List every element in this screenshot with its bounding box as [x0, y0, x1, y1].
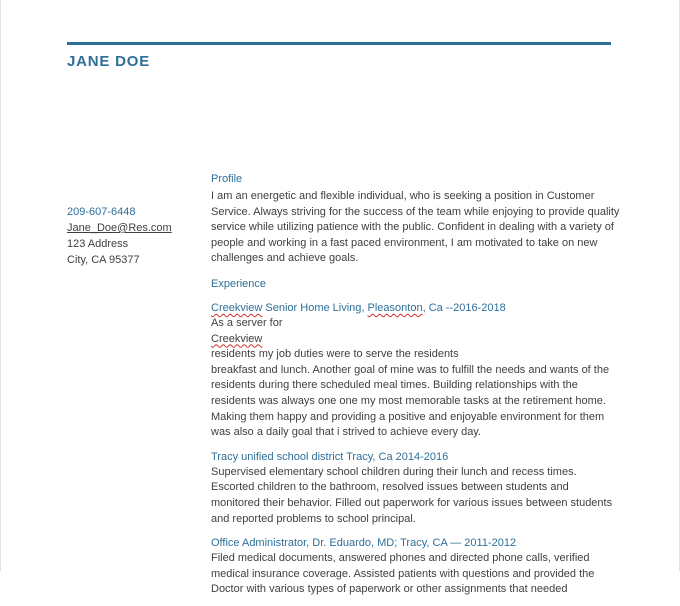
profile-heading[interactable]: Profile — [211, 173, 243, 185]
spellcheck-word: Creekview — [211, 301, 263, 314]
job-entry — [211, 300, 611, 441]
job-title-text: Senior Home Living, — [262, 301, 368, 314]
contact-phone[interactable]: 209-607-6448 — [67, 206, 136, 218]
job-line: Doctor with various types of paperwork or other assignments that needed — [211, 583, 568, 596]
job-line: monitored their behavior. Filled out paperwork for various issues between students — [211, 496, 613, 509]
job-description[interactable] — [211, 551, 611, 598]
header-rule — [67, 42, 611, 45]
job-line: was also a daily goal that i strived to achieve every day. — [211, 426, 482, 439]
job-title[interactable]: Office Administrator, Dr. Eduardo, MD; Tracy, CA — 2011-2012 — [211, 537, 517, 550]
job-entry — [211, 535, 611, 598]
job-line: Making them happy and providing a positive and enjoyable environment for them — [211, 410, 605, 423]
job-line: residents during there scheduled meal times. Building relationships with the — [211, 379, 578, 392]
job-line: As a server for Creekview residents my job duties were to serve the residents — [211, 316, 611, 363]
job-description[interactable] — [211, 316, 611, 441]
profile-line: people and working in a fast paced environment, I am motivated to take on new — [211, 236, 598, 249]
spellcheck-word: Pleasonton — [367, 301, 423, 314]
job-line: breakfast and lunch. Another goal of mine was to fulfill the needs and wants of the — [211, 363, 610, 376]
page-left-edge — [0, 0, 1, 571]
job-description[interactable] — [211, 465, 611, 527]
job-title-text: , Ca --2016-2018 — [422, 301, 506, 314]
profile-line: service while utilizing patience with the public. Confident in dealing with a variety of — [211, 221, 614, 234]
experience-heading[interactable]: Experience — [211, 277, 267, 290]
job-line: Supervised elementary school children during their lunch and recess times. — [211, 465, 577, 478]
contact-block — [67, 204, 172, 268]
job-line: Escorted children to the bathroom, resolved issues between students and — [211, 481, 569, 494]
job-line: residents was always one one my most memorable tasks at the retirement home. — [211, 394, 606, 407]
job-line: Filed medical documents, answered phones and directed phone calls, verified — [211, 552, 590, 565]
job-line: medical insurance coverage. Assisted patients with questions and provided the — [211, 567, 595, 580]
profile-line: Service. Always striving for the success of the team while enjoying to provide quality — [211, 205, 620, 218]
job-title[interactable] — [211, 300, 611, 316]
contact-city[interactable]: City, CA 95377 — [67, 254, 140, 266]
profile-line: I am an energetic and flexible individual, who is seeking a position in Customer — [211, 190, 595, 202]
contact-email[interactable]: Jane_Doe@Res.com — [67, 222, 172, 234]
job-line: and reported problems to school principal. — [211, 512, 416, 525]
contact-address[interactable]: 123 Address — [67, 238, 129, 250]
profile-paragraph[interactable] — [211, 189, 620, 267]
job-title[interactable]: Tracy unified school district Tracy, Ca 2014-2016 — [211, 450, 449, 463]
profile-line: challenges and achieve goals. — [211, 252, 359, 265]
resume-main-column — [211, 172, 620, 606]
resume-name[interactable]: JANE DOE — [67, 53, 151, 70]
job-entry — [211, 449, 611, 527]
spellcheck-word: Creekview — [211, 332, 263, 345]
